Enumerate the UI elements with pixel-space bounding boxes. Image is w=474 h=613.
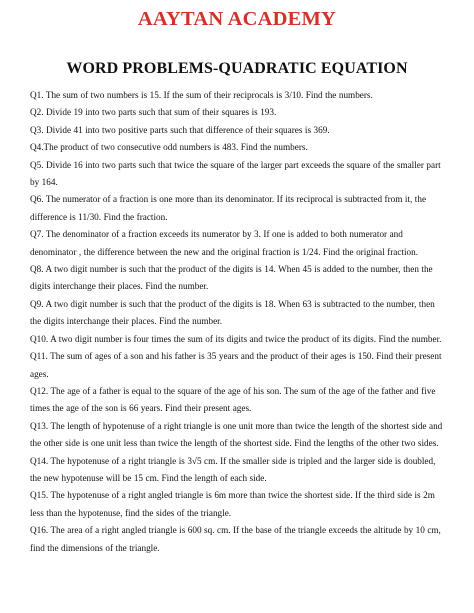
question-item: Q9. A two digit number is such that the product of the digits is 18. When 63 is subtracted to the number, then the digits interchange their places. Find the number.: [30, 298, 435, 327]
question-item: Q4.The product of two consecutive odd numbers is 483. Find the numbers.: [30, 142, 308, 153]
question-item: Q7. The denominator of a fraction exceeds its numerator by 3. If one is added to both numerator and denominator , the difference between the new and the original fraction is 1/24. Find the original fraction.: [30, 229, 419, 257]
question-item: Q14. The hypotenuse of a right triangle is 3√5 cm. If the smaller side is tripled and the larger side is doubled, the new hypotenuse will be 15 cm. Find the length of each side.: [30, 455, 436, 483]
question-item: Q12. The age of a father is equal to the square of the age of his son. The sum of the age of the father and five times the age of the son is 66 years. Find their present ages.: [30, 385, 436, 414]
question-item: Q5. Divide 16 into two parts such that twice the square of the larger part exceeds the square of the smaller part by 164.: [30, 159, 441, 188]
worksheet-title: WORD PROBLEMS-QUADRATIC EQUATION: [66, 60, 408, 77]
question-item: Q6. The numerator of a fraction is one more than its denominator. If its reciprocal is subtracted from it, the difference is 11/30. Find the fraction.: [30, 194, 427, 222]
question-item: Q13. The length of hypotenuse of a right triangle is one unit more than twice the length of the shortest side and the other side is one unit less than twice the length of the shortest side. Find the lengths of the other two sides.: [30, 420, 443, 449]
question-item: Q10. A two digit number is four times the sum of its digits and twice the product of its digits. Find the number.: [30, 333, 442, 344]
question-item: Q11. The sum of ages of a son and his father is 35 years and the product of their ages is 150. Find their present ages.: [30, 351, 442, 379]
question-item: Q8. A two digit number is such that the product of the digits is 14. When 45 is added to the number, then the digits interchange their places. Find the number.: [30, 264, 433, 292]
question-item: Q3. Divide 41 into two positive parts such that difference of their squares is 369.: [30, 124, 330, 135]
question-item: Q16. The area of a right angled triangle is 600 sq. cm. If the base of the triangle exceeds the altitude by 10 cm, find the dimensions of the triangle.: [30, 525, 441, 553]
question-item: Q1. The sum of two numbers is 15. If the sum of their reciprocals is 3/10. Find the numbers.: [30, 90, 373, 100]
question-item: Q2. Divide 19 into two parts such that sum of their squares is 193.: [30, 107, 277, 118]
academy-name: AAYTAN ACADEMY: [137, 8, 337, 30]
question-item: Q15. The hypotenuse of a right angled triangle is 6m more than twice the shortest side. If the third side is 2m less than the hypotenuse, find the sides of the triangle.: [30, 490, 435, 518]
question-list: [30, 87, 444, 557]
